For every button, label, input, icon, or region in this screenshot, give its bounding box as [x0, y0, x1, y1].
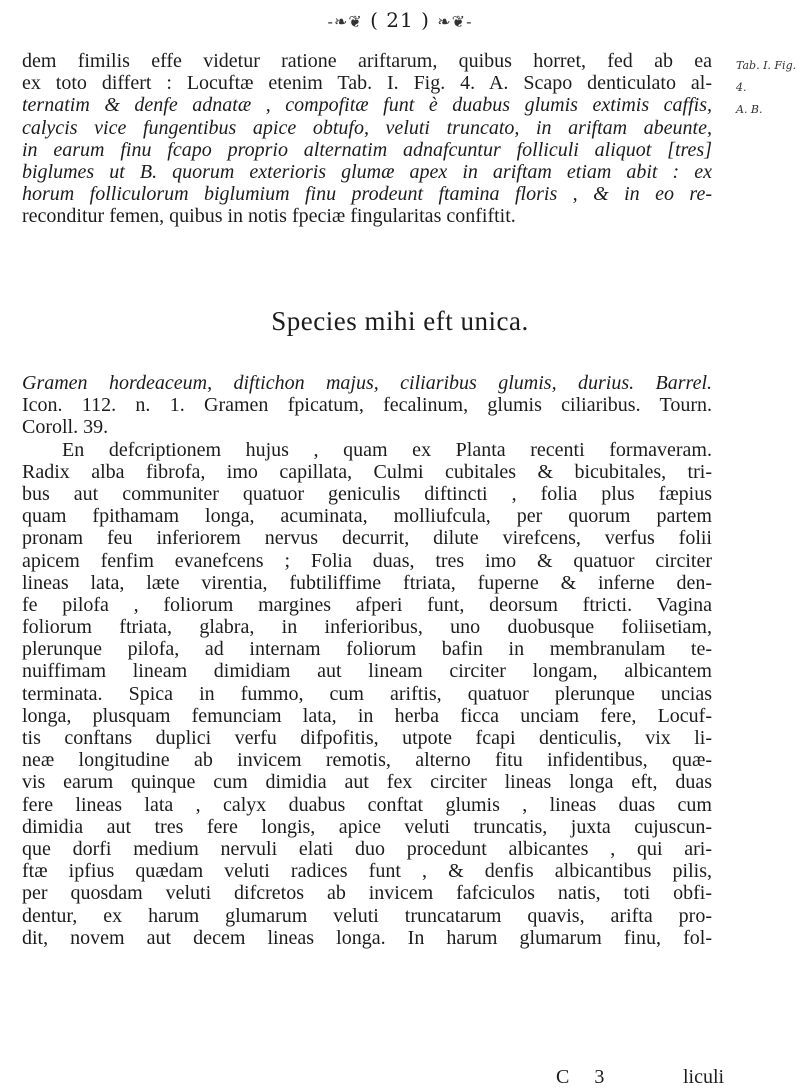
text-line: fere lineas lata , calyx duabus conftat glumis , lineas duas cum: [22, 793, 712, 816]
text-line: bus aut communiter quatuor geniculis diftincti , folia plus fæpius: [22, 482, 712, 505]
text-line: dimidia aut tres fere longis, apice veluti truncatis, juxta cujuscun-: [22, 815, 712, 838]
paragraph-species: [22, 372, 712, 949]
text-line: Radix alba fibrofa, imo capillata, Culmi cubitales & bicubitales, tri-: [22, 460, 712, 483]
text-line: quam fpithamam longa, acuminata, molliufcula, per quorum partem: [22, 505, 712, 528]
text-line: reconditur femen, quibus in notis fpeciæ fingularitas confiftit.: [22, 205, 516, 228]
paragraph-description: [22, 50, 712, 228]
text-line: nuiffimam lineam dimidiam aut lineam circiter longam, albicantem: [22, 660, 712, 683]
text-line: Coroll. 39.: [22, 416, 109, 439]
catchword: liculi: [683, 1066, 725, 1088]
text-line: En defcriptionem hujus , quam ex Planta recenti formaveram.: [62, 438, 712, 461]
text-line: que dorfi medium nervuli elati duo procedunt albicantes , qui ari-: [22, 837, 712, 860]
text-line: dit, novem aut decem lineas longa. In harum glumarum finu, fol-: [22, 926, 712, 949]
text-line: ternatim & denfe adnatæ , compofitæ funt è duabus glumis extimis caffis,: [22, 94, 712, 117]
text-line: ex toto differt : Locuftæ etenim Tab. I. Fig. 4. A. Scapo denticulato al-: [22, 72, 712, 95]
text-line: Icon. 112. n. 1. Gramen fpicatum, fecalinum, glumis ciliaribus. Tourn.: [22, 394, 712, 417]
text-line: longa, plusquam femunciam lata, in herba ficca unciam fere, Locuf-: [22, 704, 712, 727]
signature-mark: C 3: [556, 1066, 615, 1088]
text-line: in earum finu fcapo proprio alternatim adnafcuntur folliculi aliquot [tres]: [22, 138, 712, 161]
text-line: pronam feu inferiorem nervus decurrit, dilute virefcens, verfus folii: [22, 527, 712, 550]
text-line: plerunque pilofa, ad internam foliorum bafin in membranulam te-: [22, 638, 712, 661]
text-line: terminata. Spica in fummo, cum ariftis, quatuor plerunque uncias: [22, 682, 712, 705]
text-line: calycis vice fungentibus apice obtufo, veluti truncato, in ariftam abeunte,: [22, 116, 712, 139]
header-ornament-right-icon: ❧❦-: [437, 12, 473, 31]
header-ornament-left-icon: -❧❦: [327, 12, 363, 31]
section-heading: Species mihi eft unica.: [271, 306, 529, 336]
text-line: lineas lata, læte virentia, fubtiliffime ftriata, fuperne & inferne den-: [22, 571, 712, 594]
margin-note-line: A. B.: [736, 103, 763, 116]
text-line: horum folliculorum biglumium finu prodeunt ftamina floris , & in eo re-: [22, 183, 712, 206]
page-header: [0, 8, 800, 32]
text-line: dem fimilis effe videtur ratione ariftarum, quibus horret, fed ab ea: [22, 50, 712, 72]
text-line: neæ longitudine ab invicem remotis, alterno fitu infidentibus, quæ-: [22, 749, 712, 772]
margin-note: [736, 55, 800, 121]
text-line: ftæ ipfius quædam veluti radices funt , & denfis albicantibus pilis,: [22, 860, 712, 883]
text-line: fe pilofa , foliorum margines afperi funt, deorsum ftricti. Vagina: [22, 593, 712, 616]
text-line: vis earum quinque cum dimidia aut fex circiter lineas longa eft, duas: [22, 771, 712, 794]
margin-note-line: Tab. I. Fig. 4.: [736, 59, 797, 94]
text-line: biglumes ut B. quorum exterioris glumæ apex in ariftam etiam abit : ex: [22, 160, 712, 183]
text-line: dentur, ex harum glumarum veluti truncatarum quavis, arifta pro-: [22, 904, 712, 927]
text-line: Gramen hordeaceum, diftichon majus, ciliaribus glumis, durius. Barrel.: [22, 372, 712, 394]
text-line: per quosdam veluti difcretos ab invicem fafciculos natis, toti obfi-: [22, 882, 712, 905]
text-line: foliorum ftriata, glabra, in inferioribus, uno duobusque foliisetiam,: [22, 616, 712, 639]
page-number: ( 21 ): [370, 8, 430, 32]
text-line: apicem fenfim evanefcens ; Folia duas, tres imo & quatuor circiter: [22, 549, 712, 572]
text-line: tis conftans duplici verfu difpofitis, utpote fcapi denticulis, vix li-: [22, 727, 712, 749]
